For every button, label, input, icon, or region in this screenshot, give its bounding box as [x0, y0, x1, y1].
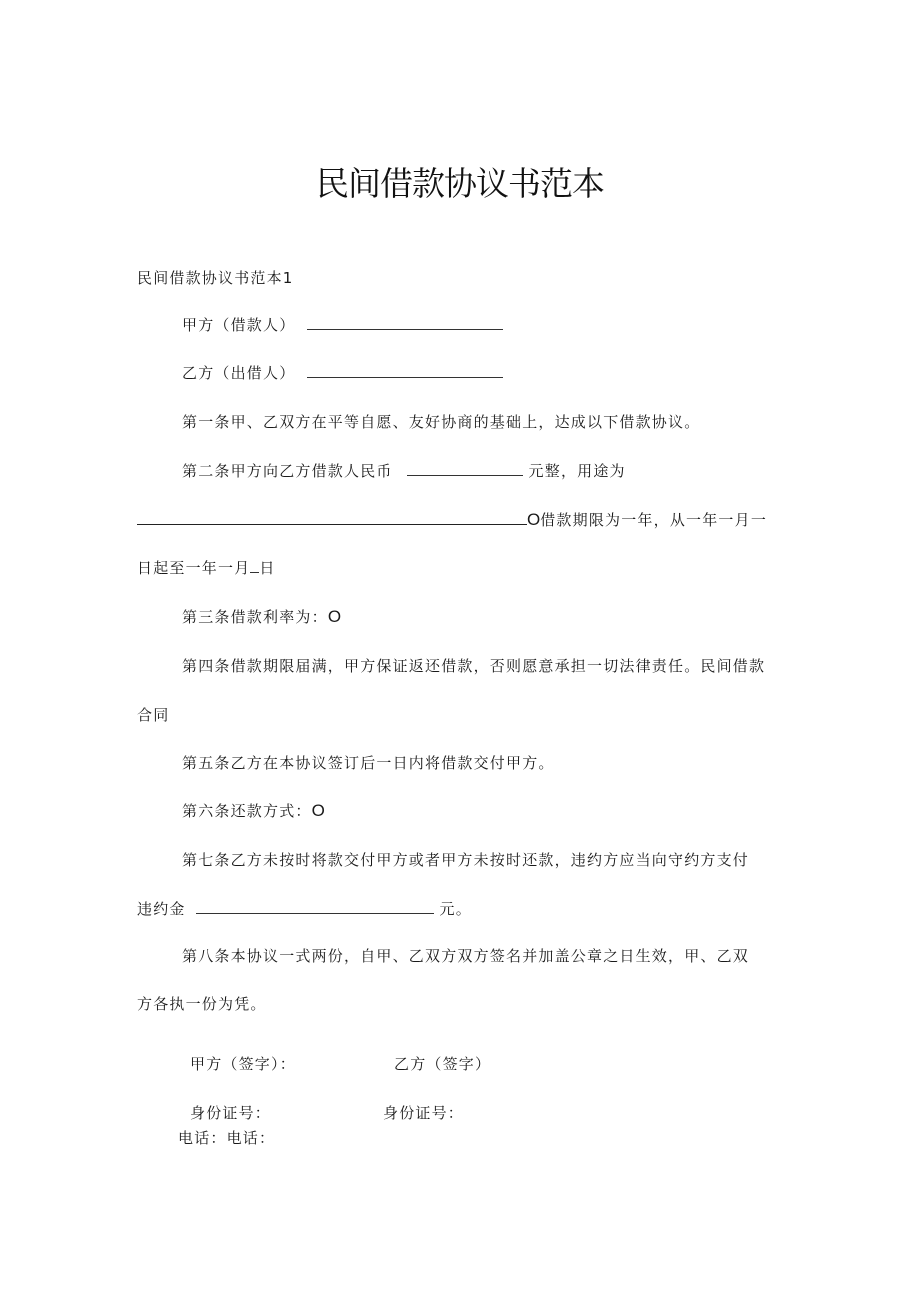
article-8-line-1: 第八条本协议一式两份，自甲、乙双方双方签名并加盖公章之日生效，甲、乙双 — [182, 947, 750, 965]
penalty-blank — [196, 899, 434, 914]
article-2-text-a: 第二条甲方向乙方借款人民币 — [182, 462, 393, 480]
party-b-blank — [307, 363, 503, 378]
article-2-text-c: 借款期限为一年，从一年一月一 — [540, 511, 768, 529]
article-2-o: O — [527, 510, 541, 529]
article-7-text-c: 元。 — [439, 900, 472, 918]
party-b-line — [182, 363, 503, 383]
party-a-line — [182, 315, 503, 335]
article-6 — [182, 801, 325, 821]
article-2-line-1 — [182, 461, 626, 481]
article-7-line-2 — [137, 899, 472, 919]
party-a-blank — [307, 315, 503, 330]
id-number-b: 身份证号： — [383, 1104, 465, 1122]
article-1: 第一条甲、乙双方在平等自愿、友好协商的基础上，达成以下借款协议。 — [182, 413, 701, 431]
article-3-text: 第三条借款利率为： — [182, 608, 328, 626]
article-6-text: 第六条还款方式： — [182, 802, 312, 820]
document-title: 民间借款协议书范本 — [316, 164, 604, 203]
signature-party-a: 甲方（签字）： — [190, 1055, 296, 1073]
article-5: 第五条乙方在本协议签订后一日内将借款交付甲方。 — [182, 754, 555, 772]
article-4-line-2: 合同 — [137, 706, 170, 724]
article-7-text-b: 违约金 — [137, 900, 186, 918]
loan-amount-blank — [407, 461, 523, 476]
purpose-blank — [137, 510, 527, 525]
article-2-text-d: 日起至一年一月 — [137, 559, 251, 577]
article-2-line-2 — [137, 510, 767, 530]
article-3-o: O — [327, 607, 342, 626]
article-2-line-3 — [137, 558, 276, 578]
article-4-line-1: 第四条借款期限届满，甲方保证返还借款，否则愿意承担一切法律责任。民间借款 — [182, 657, 766, 675]
id-number-a: 身份证号： — [190, 1104, 272, 1122]
signature-party-b: 乙方（签字） — [394, 1055, 492, 1073]
article-2-text-e: 日 — [259, 559, 276, 577]
party-b-label: 乙方（出借人） — [182, 364, 296, 382]
article-6-o: O — [311, 801, 325, 820]
article-2-text-b: 元整，用途为 — [528, 462, 626, 480]
article-8-line-2: 方各执一份为凭。 — [137, 995, 267, 1013]
document-subtitle: 民间借款协议书范本1 — [137, 269, 294, 287]
article-7-line-1: 第七条乙方未按时将款交付甲方或者甲方未按时还款，违约方应当向守约方支付 — [182, 851, 750, 869]
article-3 — [182, 607, 341, 627]
phone-line: 电话：电话： — [178, 1129, 276, 1147]
party-a-label: 甲方（借款人） — [182, 316, 296, 334]
